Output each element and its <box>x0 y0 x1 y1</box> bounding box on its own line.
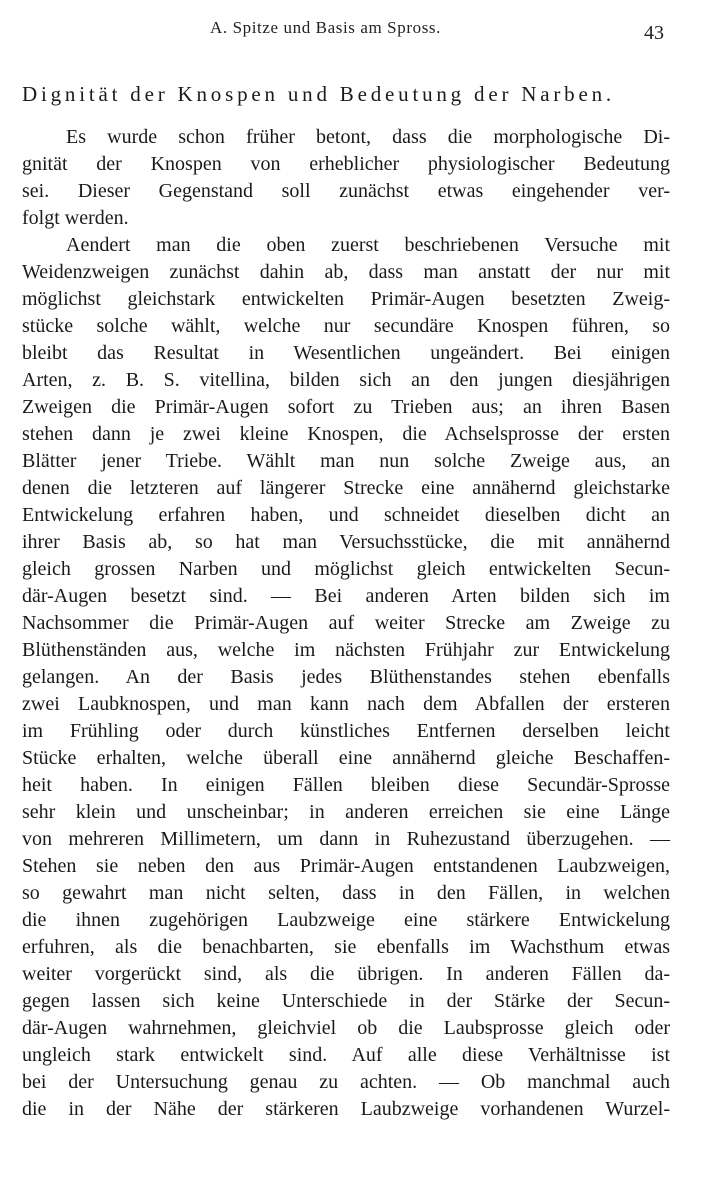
text-line: so gewahrt man nicht selten, dass in den Fällen, in welchen <box>22 882 670 904</box>
text-line: Blätter jener Triebe. Wählt man nun solche Zweige aus, an <box>22 450 670 472</box>
text-line: Arten, z. B. S. vitellina, bilden sich an den jungen diesjährigen <box>22 369 670 391</box>
text-line: bei der Untersuchung genau zu achten. — Ob manchmal auch <box>22 1071 670 1093</box>
text-line: im Frühling oder durch künstliches Entfernen derselben leicht <box>22 720 670 742</box>
text-line: stehen dann je zwei kleine Knospen, die Achselsprosse der ersten <box>22 423 670 445</box>
text-line: erfuhren, als die benachbarten, sie ebenfalls im Wachsthum etwas <box>22 936 670 958</box>
text-line: weiter vorgerückt sind, als die übrigen. In anderen Fällen da- <box>22 963 670 985</box>
running-title: A. Spitze und Basis am Spross. <box>210 18 441 37</box>
text-line: denen die letzteren auf längerer Strecke eine annähernd gleichstarke <box>22 477 670 499</box>
section-heading: Dignität der Knospen und Bedeutung der Narben. <box>22 82 615 106</box>
text-line: gnität der Knospen von erheblicher physiologischer Bedeutung <box>22 153 670 175</box>
text-line: bleibt das Resultat in Wesentlichen ungeändert. Bei einigen <box>22 342 670 364</box>
text-line: heit haben. In einigen Fällen bleiben diese Secundär-Sprosse <box>22 774 670 796</box>
text-line: von mehreren Millimetern, um dann in Ruhezustand überzugehen. — <box>22 828 670 850</box>
text-line: Aendert man die oben zuerst beschriebenen Versuche mit <box>66 234 670 256</box>
text-line: Weidenzweigen zunächst dahin ab, dass man anstatt der nur mit <box>22 261 670 283</box>
text-line: Es wurde schon früher betont, dass die morphologische Di- <box>66 126 670 148</box>
text-line: Blüthenständen aus, welche im nächsten Frühjahr zur Entwickelung <box>22 639 670 661</box>
text-line: stücke solche wählt, welche nur secundäre Knospen führen, so <box>22 315 670 337</box>
text-line: zwei Laubknospen, und man kann nach dem Abfallen der ersteren <box>22 693 670 715</box>
text-line: ihrer Basis ab, so hat man Versuchsstücke, die mit annähernd <box>22 531 670 553</box>
text-line: gegen lassen sich keine Unterschiede in der Stärke der Secun- <box>22 990 670 1012</box>
text-line: Nachsommer die Primär-Augen auf weiter Strecke am Zweige zu <box>22 612 670 634</box>
text-line: Entwickelung erfahren haben, und schneidet dieselben dicht an <box>22 504 670 526</box>
text-line: ungleich stark entwickelt sind. Auf alle diese Verhältnisse ist <box>22 1044 670 1066</box>
text-line: Stehen sie neben den aus Primär-Augen entstandenen Laubzweigen, <box>22 855 670 877</box>
text-line: folgt werden. <box>22 207 129 229</box>
text-line: gelangen. An der Basis jedes Blüthenstandes stehen ebenfalls <box>22 666 670 688</box>
text-line: Zweigen die Primär-Augen sofort zu Trieben aus; an ihren Basen <box>22 396 670 418</box>
text-line: Stücke erhalten, welche überall eine annähernd gleiche Beschaffen- <box>22 747 670 769</box>
text-line: sehr klein und unscheinbar; in anderen erreichen sie eine Länge <box>22 801 670 823</box>
text-line: där-Augen besetzt sind. — Bei anderen Arten bilden sich im <box>22 585 670 607</box>
text-line: möglichst gleichstark entwickelten Primär-Augen besetzten Zweig- <box>22 288 670 310</box>
text-line: sei. Dieser Gegenstand soll zunächst etwas eingehender ver- <box>22 180 670 202</box>
page-number: 43 <box>644 22 664 44</box>
body-text <box>22 124 670 1123</box>
text-line: där-Augen wahrnehmen, gleichviel ob die Laubsprosse gleich oder <box>22 1017 670 1039</box>
text-line: gleich grossen Narben und möglichst gleich entwickelten Secun- <box>22 558 670 580</box>
text-line: die ihnen zugehörigen Laubzweige eine stärkere Entwickelung <box>22 909 670 931</box>
text-line: die in der Nähe der stärkeren Laubzweige vorhandenen Wurzel- <box>22 1098 670 1120</box>
running-head <box>0 16 707 46</box>
